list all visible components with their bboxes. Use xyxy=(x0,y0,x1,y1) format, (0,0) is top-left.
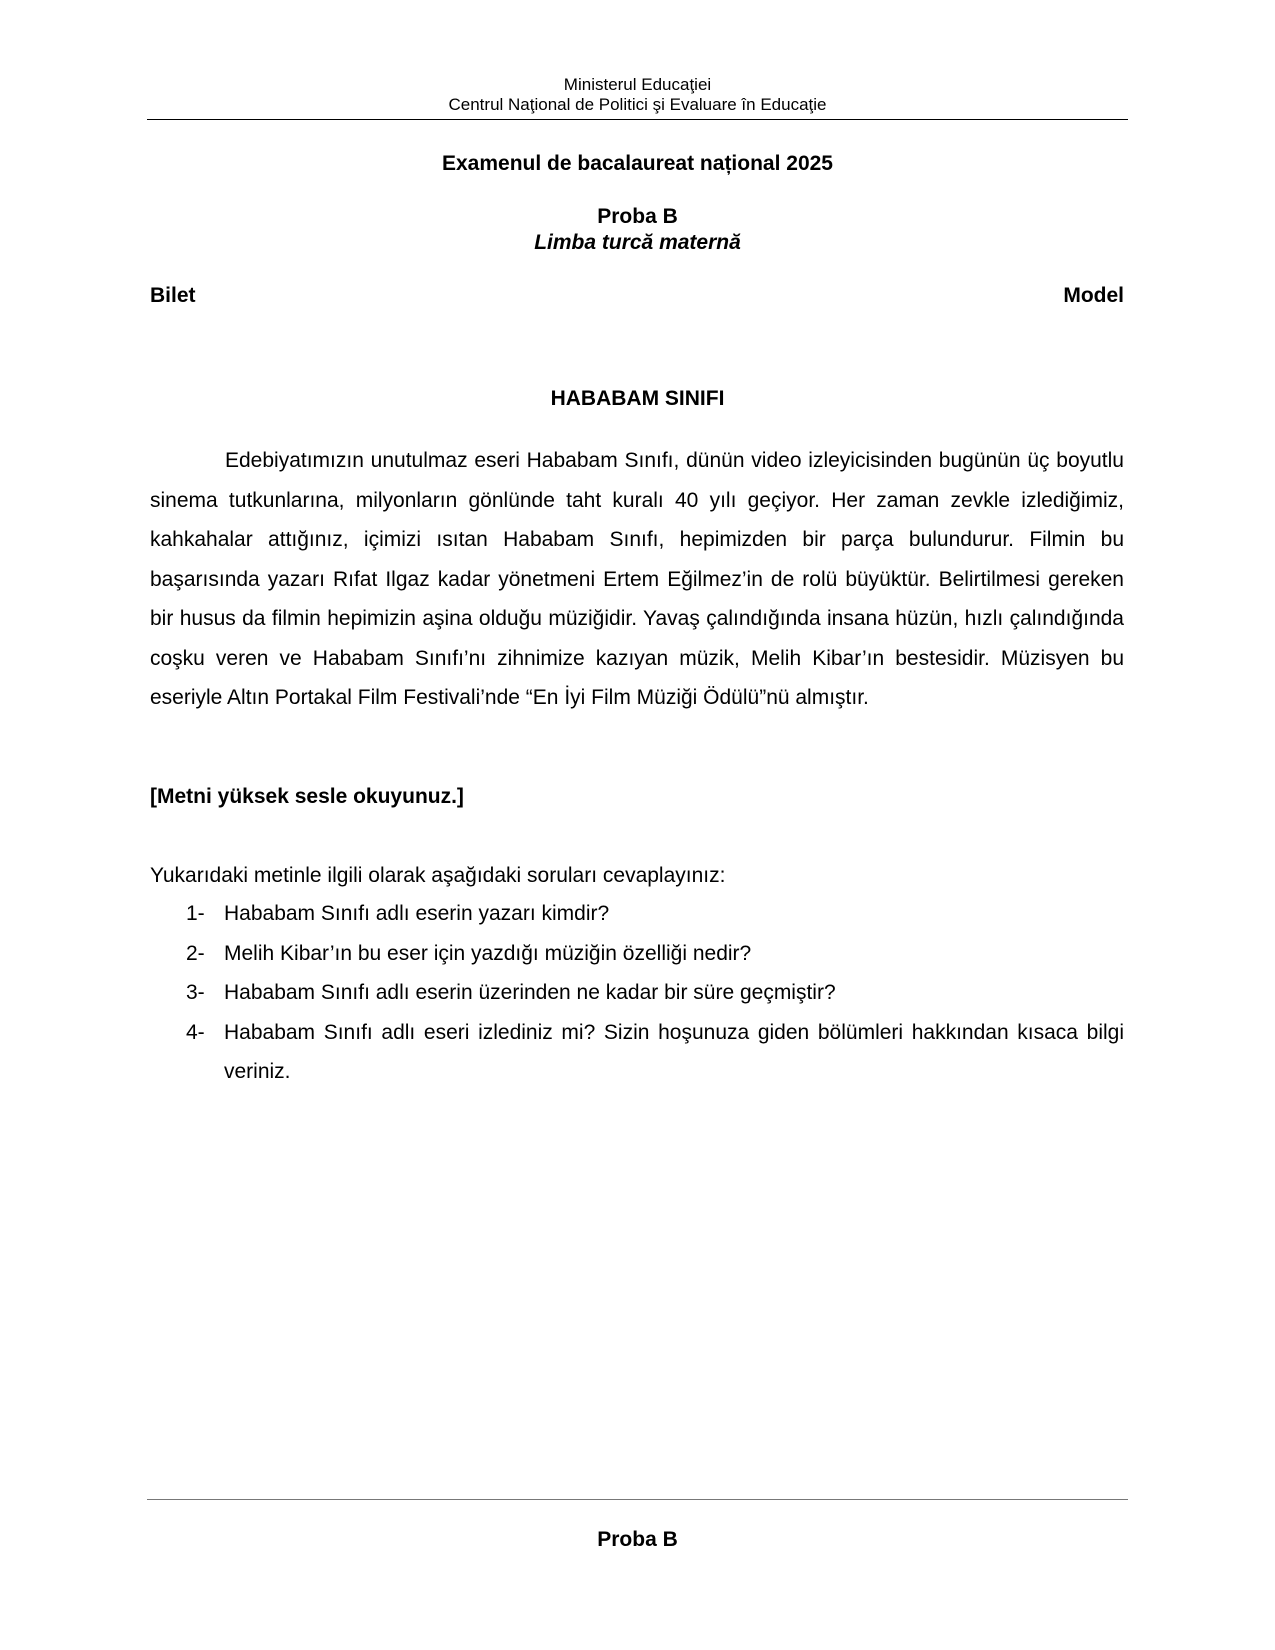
reading-paragraph: Edebiyatımızın unutulmaz eseri Hababam Sınıfı, dünün video izleyicisinden bugünün üç boyutlu sinema tutkunlarına, milyonların gönlünde taht kuralı 40 yılı geçiyor. Her zaman zevkle izlediğimiz, kahkahalar attığınız, içimizi ısıtan Hababam Sınıfı, hepimizden bir parça bulundurur. Filmin bu başarısında yazarı Rıfat Ilgaz kadar yönetmeni Ertem Eğilmez’in de rolü büyüktür. Belirtilmesi gereken bir husus da filmin hepimizin aşina olduğu müziğidir. Yavaş çalındığında insana hüzün, hızlı çalındığında coşku veren ve Hababam Sınıfı’nı zihnimize kazıyan müzik, Melih Kibar’ın bestesidir. Müzisyen bu eseriyle Altın Portakal Film Festivali’nde “En İyi Film Müziği Ödülü”nü almıştır. xyxy=(150,449,1124,709)
bilet-label: Bilet xyxy=(150,284,196,307)
proba-label: Proba B xyxy=(597,205,678,228)
ticket-row xyxy=(150,283,1124,309)
questions-intro: Yukarıdaki metinle ilgili olarak aşağıdaki soruları cevaplayınız: xyxy=(150,864,726,887)
ministry-name: Ministerul Educaţiei xyxy=(563,75,712,94)
subject-label: Limba turcă maternă xyxy=(534,231,741,254)
exam-title: Examenul de bacalaureat național 2025 xyxy=(441,152,833,175)
footer-label: Proba B xyxy=(597,1528,678,1551)
question-item xyxy=(150,934,1124,974)
center-name: Centrul Naţional de Politici şi Evaluare în Educaţie xyxy=(448,95,827,114)
questions-list xyxy=(150,894,1124,1092)
text-title: HABABAM SINIFI xyxy=(550,387,725,410)
footer-divider xyxy=(147,1499,1128,1500)
model-label: Model xyxy=(1063,284,1124,307)
question-text: Hababam Sınıfı adlı eseri izlediniz mi? Sizin hoşunuza giden bölümleri hakkından kısaca bilgi veriniz. xyxy=(224,1020,1124,1083)
reading-instruction: [Metni yüksek sesle okuyunuz.] xyxy=(150,785,464,808)
question-text: Hababam Sınıfı adlı eserin üzerinden ne kadar bir süre geçmiştir? xyxy=(224,981,836,1004)
question-number: 2- xyxy=(186,941,205,965)
question-number: 4- xyxy=(186,1020,205,1044)
page-header xyxy=(147,75,1128,115)
header-divider xyxy=(147,119,1128,120)
question-number: 1- xyxy=(186,902,205,925)
question-text: Hababam Sınıfı adlı eserin yazarı kimdir? xyxy=(224,902,610,925)
question-item xyxy=(150,1013,1124,1092)
question-item xyxy=(150,894,1124,934)
question-text: Melih Kibar’ın bu eser için yazdığı müziğin özelliği nedir? xyxy=(224,941,752,965)
question-number: 3- xyxy=(186,981,205,1004)
question-item xyxy=(150,973,1124,1013)
